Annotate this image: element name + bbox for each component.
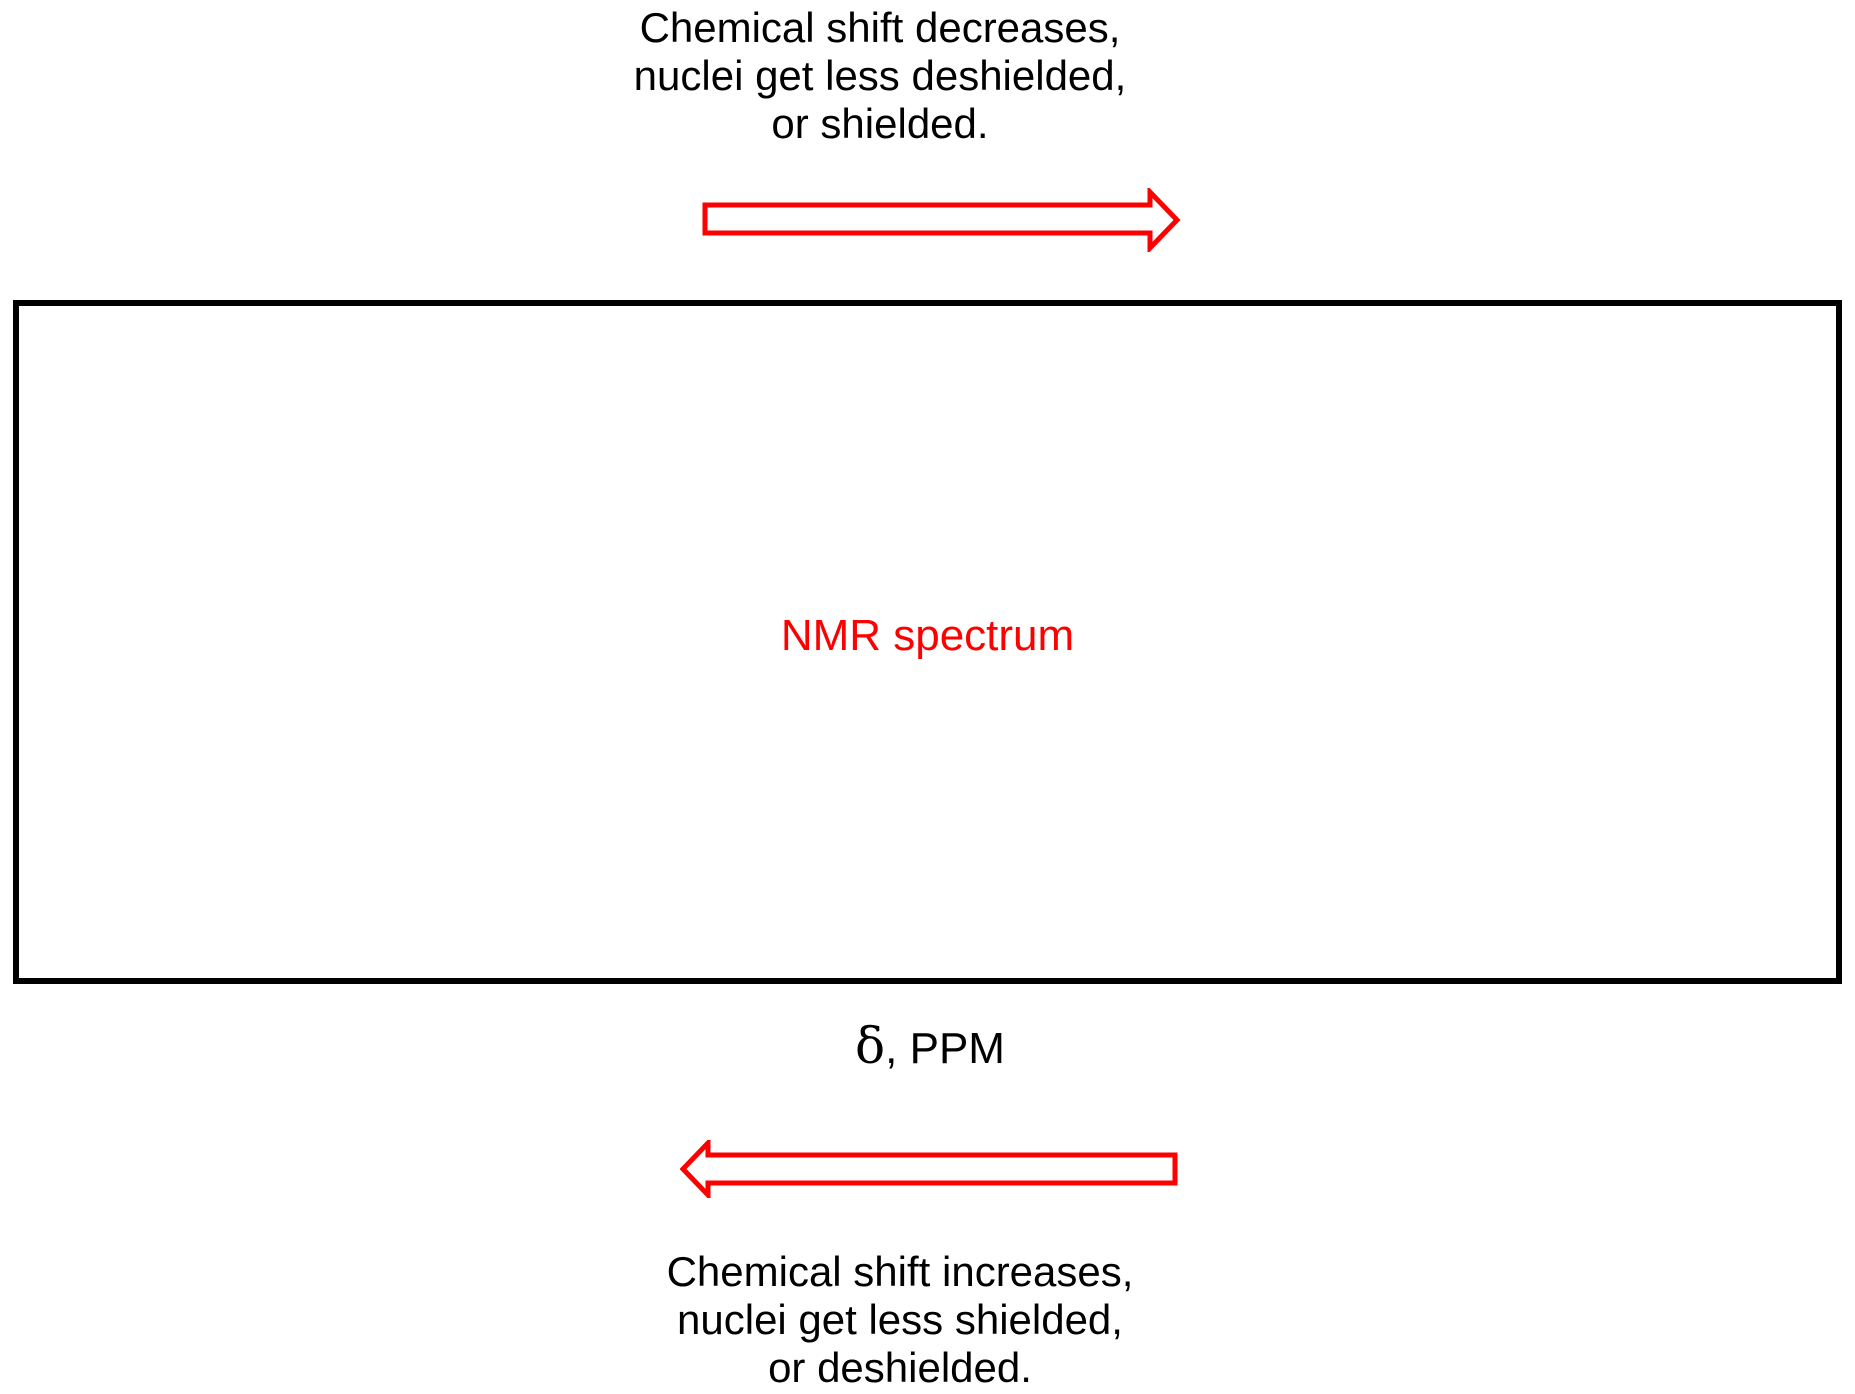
top-caption-line-3: or shielded.: [771, 100, 989, 147]
spectrum-box: [13, 300, 1842, 984]
spectrum-label: NMR spectrum: [780, 611, 1075, 660]
top-caption-line-1: Chemical shift decreases,: [639, 4, 1121, 51]
left-arrow-icon: [680, 1140, 1180, 1198]
delta-symbol: δ: [855, 1017, 886, 1075]
bottom-caption-line-1: Chemical shift increases,: [666, 1248, 1134, 1295]
bottom-caption-line-2: nuclei get less shielded,: [677, 1296, 1123, 1343]
top-caption-line-2: nuclei get less deshielded,: [633, 52, 1127, 99]
left-arrow-shape: [683, 1143, 1175, 1195]
right-arrow-shape: [705, 192, 1177, 248]
right-arrow-icon: [702, 188, 1184, 252]
bottom-caption-line-3: or deshielded.: [768, 1344, 1032, 1391]
axis-label-text: , PPM: [885, 1024, 1005, 1073]
axis-label: [700, 1017, 1160, 1075]
top-caption: [560, 4, 1200, 148]
bottom-caption: [600, 1248, 1200, 1392]
